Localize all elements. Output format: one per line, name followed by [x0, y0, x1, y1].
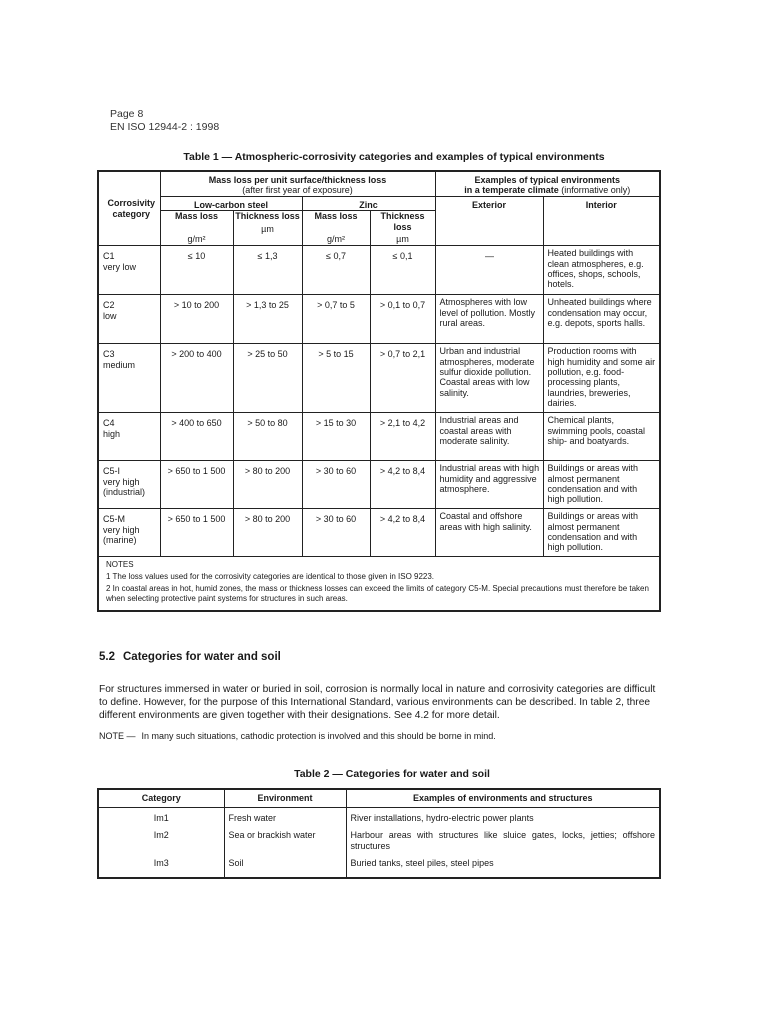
table-row [98, 827, 660, 855]
standard-reference: EN ISO 12944-2 : 1998 [110, 121, 220, 133]
header-steel-thickness-loss: Thickness loss µm [233, 211, 302, 246]
zinc-thickness-loss-cell: ≤ 0,1 [370, 246, 435, 295]
environment-cell: Soil [224, 855, 346, 877]
water-soil-table [97, 788, 661, 879]
steel-thickness-loss-cell: > 80 to 200 [233, 509, 302, 557]
exterior-cell: Atmospheres with low level of pollution. Mostly rural areas. [435, 295, 543, 344]
zinc-mass-loss-cell: > 0,7 to 5 [302, 295, 370, 344]
table-row [98, 246, 660, 295]
category-cell: Im3 [98, 855, 224, 877]
header-mass-loss-sub: (after first year of exposure) [242, 185, 353, 196]
category-cell: C2 low [98, 295, 160, 344]
steel-mass-loss-cell: ≤ 10 [160, 246, 233, 295]
zinc-mass-loss-cell: > 15 to 30 [302, 413, 370, 461]
corrosivity-table [97, 170, 661, 612]
section-note [99, 730, 659, 742]
examples-cell: River installations, hydro-electric power plants [346, 808, 660, 828]
zinc-thickness-loss-cell: > 0,7 to 2,1 [370, 344, 435, 413]
header-examples-sub: in a temperate climate (informative only) [464, 185, 631, 196]
table-row [98, 808, 660, 828]
category-cell: C5-I very high (industrial) [98, 461, 160, 509]
interior-cell: Heated buildings with clean atmospheres, e.g. offices, shops, schools, hotels. [543, 246, 660, 295]
steel-thickness-loss-cell: > 25 to 50 [233, 344, 302, 413]
steel-thickness-loss-cell: ≤ 1,3 [233, 246, 302, 295]
steel-mass-loss-cell: > 200 to 400 [160, 344, 233, 413]
section-heading [99, 651, 281, 663]
steel-thickness-loss-cell: > 80 to 200 [233, 461, 302, 509]
header-exterior: Exterior [435, 196, 543, 245]
interior-cell: Buildings or areas with almost permanent condensation and with high pollution. [543, 509, 660, 557]
section-title: Categories for water and soil [123, 651, 281, 663]
page-number: Page 8 [110, 108, 144, 120]
exterior-cell: Industrial areas with high humidity and aggressive atmosphere. [435, 461, 543, 509]
examples-cell: Harbour areas with structures like sluice gates, locks, jetties; offshore structures [346, 827, 660, 855]
header-examples: Examples of environments and structures [346, 789, 660, 808]
category-cell: C3 medium [98, 344, 160, 413]
table-row [98, 295, 660, 344]
interior-cell: Unheated buildings where condensation may occur, e.g. depots, sports halls. [543, 295, 660, 344]
page-header [110, 108, 219, 134]
table2-title: Table 2 — Categories for water and soil [294, 768, 490, 780]
zinc-thickness-loss-cell: > 4,2 to 8,4 [370, 509, 435, 557]
note-label: NOTE — [99, 731, 136, 741]
header-interior: Interior [543, 196, 660, 245]
steel-mass-loss-cell: > 400 to 650 [160, 413, 233, 461]
note-text: In many such situations, cathodic protection is involved and this should be borne in mind. [141, 731, 496, 741]
table-row [98, 344, 660, 413]
notes-row [98, 557, 660, 612]
table-row [98, 461, 660, 509]
steel-thickness-loss-cell: > 50 to 80 [233, 413, 302, 461]
zinc-mass-loss-cell: ≤ 0,7 [302, 246, 370, 295]
environment-cell: Fresh water [224, 808, 346, 828]
zinc-thickness-loss-cell: > 0,1 to 0,7 [370, 295, 435, 344]
environment-cell: Sea or brackish water [224, 827, 346, 855]
zinc-mass-loss-cell: > 5 to 15 [302, 344, 370, 413]
section-number: 5.2 [99, 651, 115, 663]
exterior-cell: Urban and industrial atmospheres, moderate sulfur dioxide pollution. Coastal areas with low salinity. [435, 344, 543, 413]
interior-cell: Chemical plants, swimming pools, coastal ship- and boatyards. [543, 413, 660, 461]
header-zinc: Zinc [302, 196, 435, 210]
category-cell: C5-M very high (marine) [98, 509, 160, 557]
table-notes [98, 557, 660, 612]
header-low-carbon-steel: Low-carbon steel [160, 196, 302, 210]
category-cell: Im1 [98, 808, 224, 828]
table-row [98, 413, 660, 461]
exterior-cell: Coastal and offshore areas with high salinity. [435, 509, 543, 557]
header-environment: Environment [224, 789, 346, 808]
zinc-mass-loss-cell: > 30 to 60 [302, 509, 370, 557]
header-examples [435, 171, 660, 196]
category-cell: C1 very low [98, 246, 160, 295]
steel-mass-loss-cell: > 10 to 200 [160, 295, 233, 344]
exterior-cell: Industrial areas and coastal areas with moderate salinity. [435, 413, 543, 461]
table-header-row [98, 789, 660, 808]
note-1: 1 The loss values used for the corrosivity categories are identical to those given in ISO 9223. [106, 572, 435, 582]
header-mass-loss [160, 171, 435, 196]
steel-thickness-loss-cell: > 1,3 to 25 [233, 295, 302, 344]
zinc-thickness-loss-cell: > 4,2 to 8,4 [370, 461, 435, 509]
notes-title: NOTES [106, 560, 134, 570]
steel-mass-loss-cell: > 650 to 1 500 [160, 461, 233, 509]
header-examples-label: Examples of typical environments [474, 175, 621, 185]
zinc-mass-loss-cell: > 30 to 60 [302, 461, 370, 509]
header-corrosivity-category: Corrosivity category [98, 171, 160, 246]
header-zinc-mass-loss: Mass loss g/m² [302, 211, 370, 246]
header-mass-loss-label: Mass loss per unit surface/thickness loss [208, 175, 387, 185]
interior-cell: Buildings or areas with almost permanent condensation and with high pollution. [543, 461, 660, 509]
table-row [98, 855, 660, 877]
exterior-cell: — [435, 246, 543, 295]
category-cell: Im2 [98, 827, 224, 855]
table1-title: Table 1 — Atmospheric-corrosivity categories and examples of typical environments [183, 151, 605, 163]
steel-mass-loss-cell: > 650 to 1 500 [160, 509, 233, 557]
interior-cell: Production rooms with high humidity and some air pollution, e.g. food-processing plants, laundries, breweries, dairies. [543, 344, 660, 413]
zinc-thickness-loss-cell: > 2,1 to 4,2 [370, 413, 435, 461]
section-paragraph: For structures immersed in water or buried in soil, corrosion is normally local in nature and corrosivity categories are difficult to define. However, for the purpose of this International Standard, various environments can be described. In table 2, three different environments are given together with their designations. See 4.2 for more detail. [99, 684, 656, 721]
header-category: Category [98, 789, 224, 808]
table-row [98, 509, 660, 557]
category-cell: C4 high [98, 413, 160, 461]
examples-cell: Buried tanks, steel piles, steel pipes [346, 855, 660, 877]
header-steel-mass-loss: Mass loss g/m² [160, 211, 233, 246]
header-zinc-thickness-loss: Thickness loss µm [370, 211, 435, 246]
note-2: 2 In coastal areas in hot, humid zones, the mass or thickness losses can exceed the limits of category C5-M. Special precautions must therefore be taken when selecting protective paint systems for structures in such areas. [106, 584, 649, 604]
